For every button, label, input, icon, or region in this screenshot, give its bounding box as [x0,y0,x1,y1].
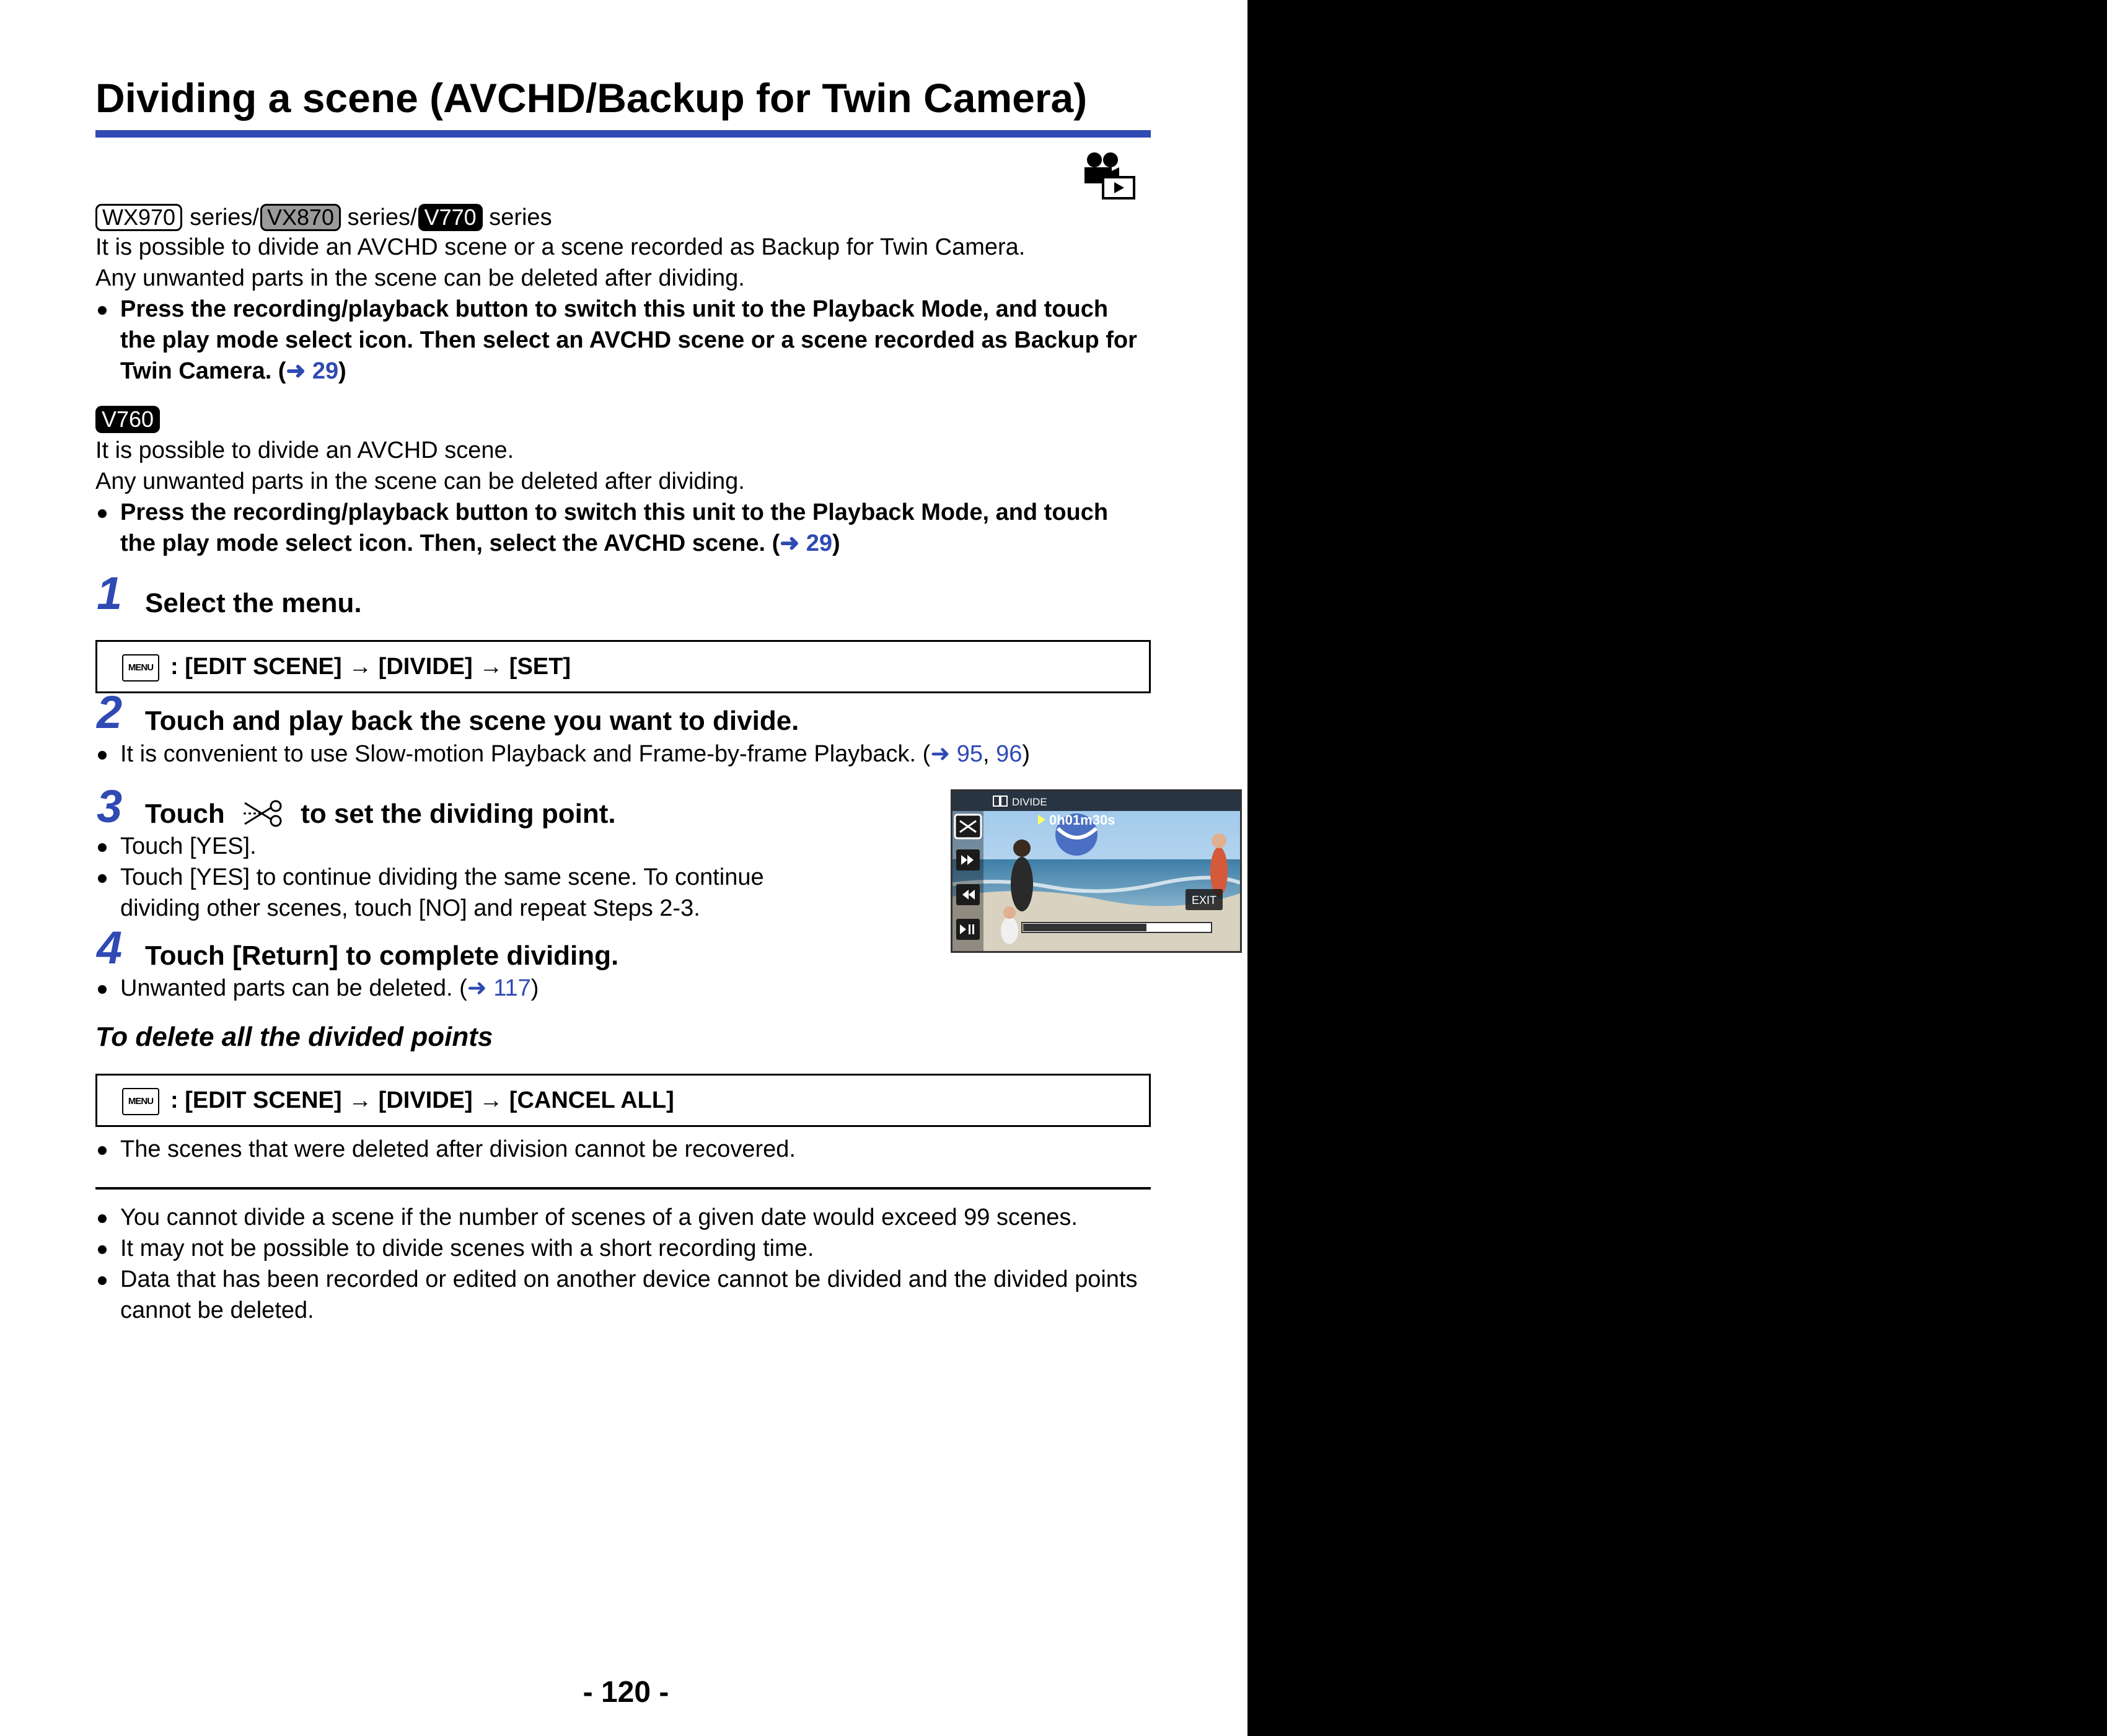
model-tag: WX970 [95,204,182,231]
note-item [95,1264,1138,1326]
divide-screen-illustration [951,789,1242,953]
step-title [145,797,616,831]
screen-graphic [952,791,1240,951]
exit-button[interactable] [1185,889,1223,910]
page-title: Dividing a scene (AVCHD/Backup for Twin Camera) [95,75,1088,121]
person-figure [1011,857,1033,911]
menu-path: : [EDIT SCENE] → [DIVIDE] → [CANCEL ALL] [170,1087,674,1113]
play-pause-button[interactable] [956,919,980,940]
page-link[interactable]: 29 [806,530,832,556]
series-text: series [489,204,552,230]
menu-path-box [95,640,1151,693]
menu-path-box [95,1074,1151,1127]
model-tags-row [95,404,160,435]
step-title: Touch and play back the scene you want to divide. [145,706,799,736]
playback-progress-fill [1023,924,1146,931]
model-tag: V760 [95,406,160,433]
screen-header-bar [952,791,1240,811]
screen-header: DIVIDE [1012,796,1047,808]
series-text: series/ [190,204,259,230]
time-counter: 0h01m30s [1049,812,1115,828]
page-link[interactable]: 95 [956,741,983,767]
model-tag: V770 [418,204,483,231]
bullet-text: Unwanted parts can be deleted. ( [120,975,467,1001]
bullet-item: It is convenient to use Slow-motion Playback and Frame-by-frame Playback. (➜ 95, 96) [95,739,1030,769]
note-line: Data that has been recorded or edited on another device cannot be divided and the divided points [120,1266,1138,1292]
divider [95,1187,1151,1190]
note-item: You cannot divide a scene if the number of scenes of a given date would exceed 99 scenes. [95,1202,1078,1233]
scissors-icon [241,798,284,829]
bullet-item [95,862,764,924]
arrow-icon: ➜ [930,741,957,767]
paragraph: It is possible to divide an AVCHD scene or a scene recorded as Backup for Twin Camera. [95,234,1026,260]
page-number: - 120 - [583,1676,669,1709]
model-tags-row [95,202,552,233]
bullet-line: Press the recording/playback button to switch this unit to the Playback Mode, and touch [120,296,1109,322]
step-title-text: Touch [145,799,225,829]
fast-forward-button[interactable] [956,849,980,870]
person-figure [1001,917,1018,944]
bullet-line: dividing other scenes, touch [NO] and repeat Steps 2-3. [120,895,700,921]
title-rule [95,130,1151,138]
rewind-button[interactable] [956,884,980,905]
divide-scissors-button[interactable] [955,815,981,838]
page-link[interactable]: 96 [996,741,1023,767]
bullet-line: Touch [YES] to continue dividing the same scene. To continue [120,864,764,890]
paragraph: It is possible to divide an AVCHD scene. [95,437,514,463]
bullet-text: the play mode select icon. Then, select the AVCHD scene. ( [120,530,780,556]
bullet-line: Twin Camera. (➜ 29) [120,358,346,384]
paragraph: Any unwanted parts in the scene can be deleted after dividing. [95,265,745,291]
bullet-item: Unwanted parts can be deleted. (➜ 117) [95,973,539,1004]
step-number: 2 [97,686,123,738]
bullet-line: Press the recording/playback button to switch this unit to the Playback Mode, and touch [120,499,1109,525]
subheading: To delete all the divided points [95,1022,493,1052]
model-tag: VX870 [260,204,341,231]
note-line: cannot be deleted. [120,1297,314,1323]
arrow-icon: ➜ [780,530,806,556]
step-number: 3 [97,781,123,832]
bullet-item [95,294,1137,387]
step-number: 4 [97,922,123,973]
bullet-text: It is convenient to use Slow-motion Playback and Frame-by-frame Playback. ( [120,741,931,767]
exit-label: EXIT [1191,894,1217,906]
series-text: series/ [347,204,417,230]
bullet-line: the play mode select icon. Then select an AVCHD scene or a scene recorded as Backup for [120,327,1137,353]
step-number: 1 [97,568,123,619]
step-title-text: to set the dividing point. [301,799,616,829]
step-title: Touch [Return] to complete dividing. [145,940,619,971]
bullet-item [95,497,1108,559]
menu-path: : [EDIT SCENE] → [DIVIDE] → [SET] [170,654,571,680]
note-item: It may not be possible to divide scenes with a short recording time. [95,1233,814,1264]
page-link[interactable]: 117 [493,975,531,1001]
bullet-line: the play mode select icon. Then, select the AVCHD scene. (➜ 29) [120,530,840,556]
arrow-icon: ➜ [467,975,494,1001]
bullet-item: Touch [YES]. [95,831,257,862]
bullet-text: Twin Camera. ( [120,358,286,384]
paragraph: Any unwanted parts in the scene can be deleted after dividing. [95,468,745,494]
page-link[interactable]: 29 [312,358,339,384]
menu-icon: MENU [122,654,159,682]
motion-picture-playback-icon [1075,149,1137,201]
menu-icon: MENU [122,1088,159,1115]
step-title: Select the menu. [145,588,362,618]
bullet-item: The scenes that were deleted after division cannot be recovered. [95,1134,796,1165]
arrow-icon: ➜ [286,358,312,384]
